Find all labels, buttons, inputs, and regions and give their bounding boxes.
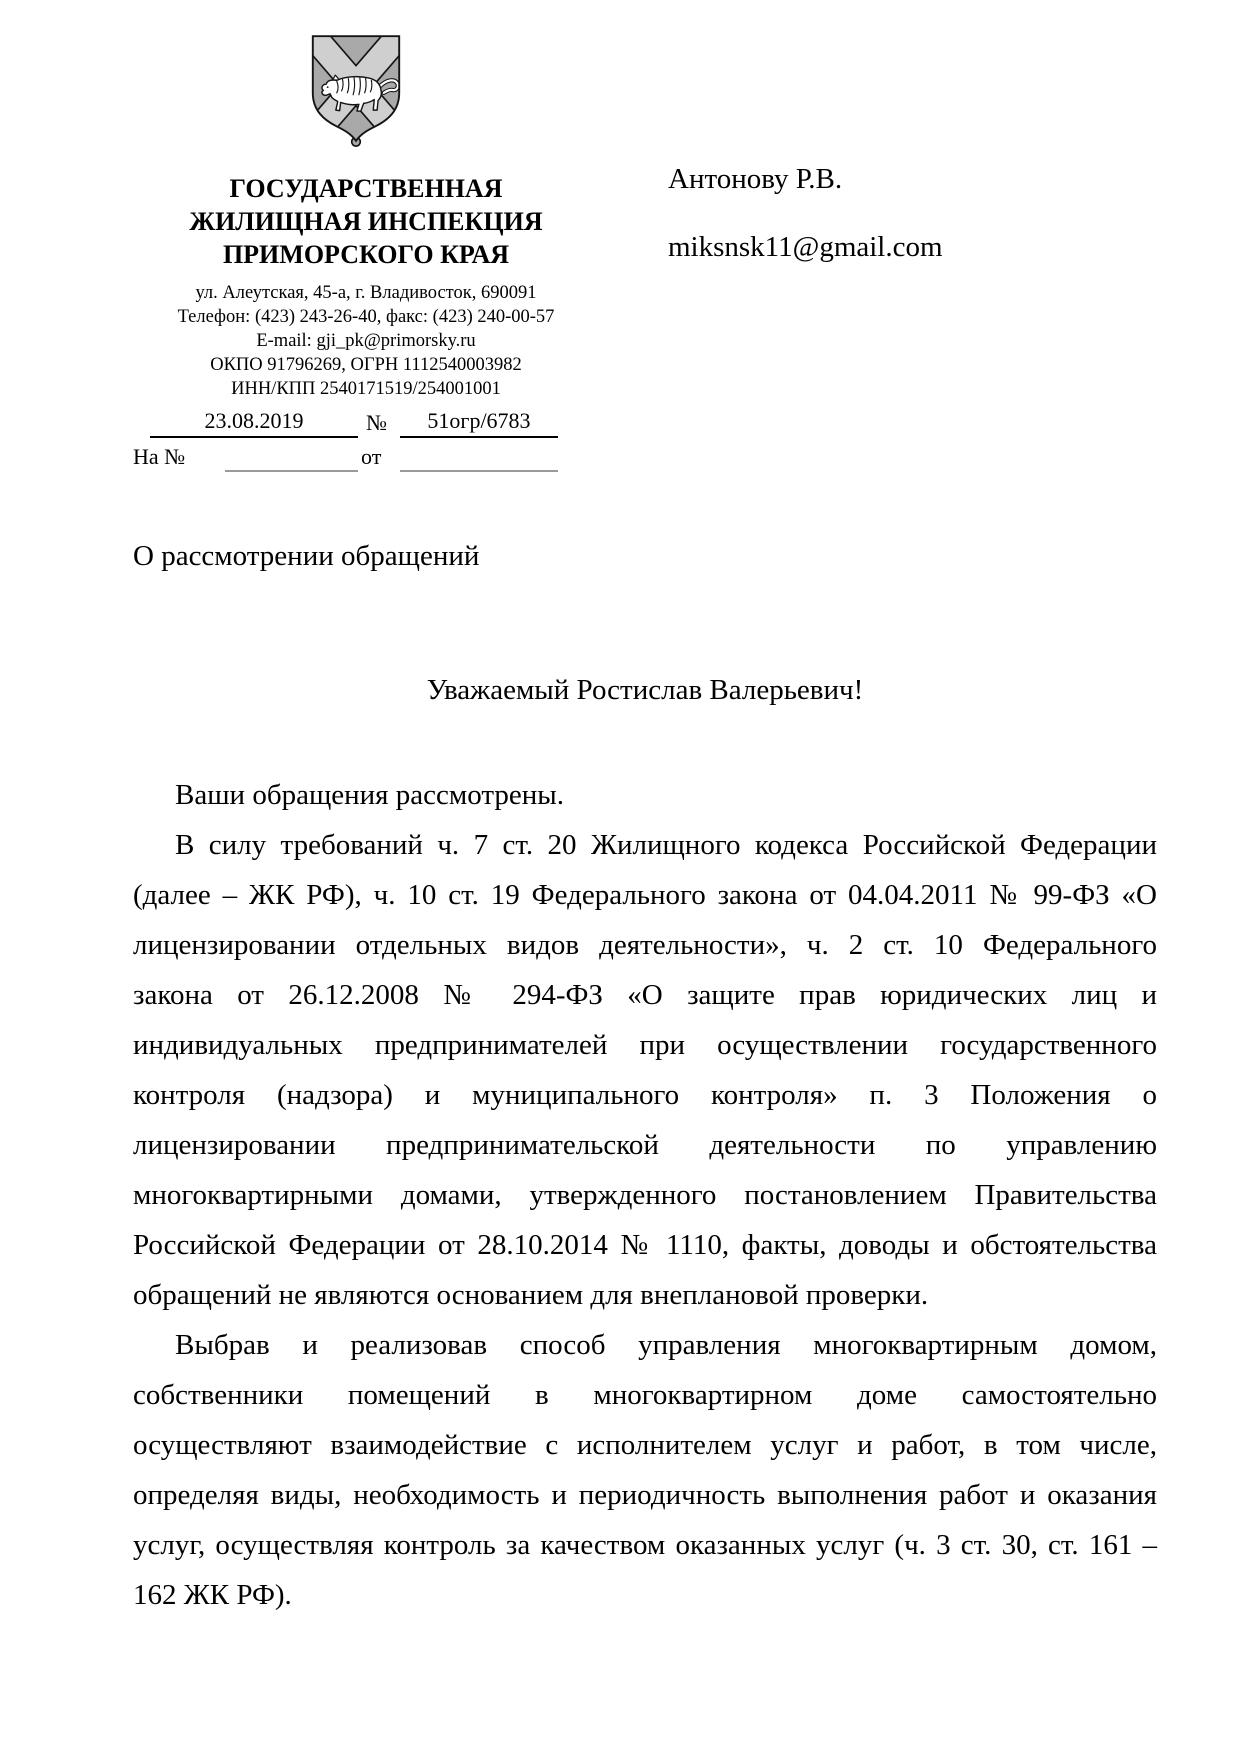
- addressee-email: miksnsk11@gmail.com: [668, 231, 943, 263]
- coat-of-arms-icon: [308, 30, 404, 148]
- ref-from-label: от: [361, 444, 382, 469]
- body-line: обращений не являются основанием для внеплановой проверки.: [133, 1279, 929, 1311]
- body-line: услуг, осуществляя контроль за качеством оказанных услуг (ч. 3 ст. 30, ст. 161 –: [133, 1529, 1157, 1561]
- body-line: осуществляют взаимодействие с исполнителем услуг и работ, в том числе,: [133, 1429, 1157, 1461]
- body-line: (далее – ЖК РФ), ч. 10 ст. 19 Федерального закона от 04.04.2011 № 99-ФЗ «О: [133, 879, 1157, 911]
- body-line: индивидуальных предпринимателей при осуществлении государственного: [133, 1029, 1157, 1061]
- org-address-line: E-mail: gji_pk@primorsky.ru: [256, 331, 476, 351]
- body-line: определяя виды, необходимость и периодичность выполнения работ и оказания: [133, 1479, 1157, 1511]
- body-line: Ваши обращения рассмотрены.: [175, 779, 565, 811]
- addressee-name: Антонову Р.В.: [668, 163, 843, 195]
- ref-number-blank-line: [225, 442, 358, 472]
- body-text: [133, 770, 1157, 1620]
- salutation: Уважаемый Ростислав Валерьевич!: [426, 674, 864, 706]
- letter-date: 23.08.2019: [150, 408, 358, 438]
- body-line: собственники помещений в многоквартирном доме самостоятельно: [133, 1379, 1157, 1411]
- org-name: [140, 172, 592, 271]
- body-line: закона от 26.12.2008 № 294-ФЗ «О защите прав юридических лиц и: [133, 979, 1157, 1011]
- org-name-line: ЖИЛИЩНАЯ ИНСПЕКЦИЯ: [189, 207, 543, 236]
- org-address: [120, 281, 612, 401]
- body-line: многоквартирными домами, утвержденного постановлением Правительства: [133, 1179, 1157, 1211]
- subject-line: О рассмотрении обращений: [133, 540, 480, 572]
- number-sign: №: [366, 410, 387, 435]
- ref-date-blank-line: [400, 442, 558, 472]
- letter-number: 51огр/6783: [400, 408, 558, 438]
- org-address-line: ОКПО 91796269, ОГРН 1112540003982: [210, 355, 522, 375]
- body-line: Российской Федерации от 28.10.2014 № 1110, факты, доводы и обстоятельства: [133, 1229, 1157, 1261]
- body-line: В силу требований ч. 7 ст. 20 Жилищного кодекса Российской Федерации: [175, 829, 1157, 861]
- org-name-line: ГОСУДАРСТВЕННАЯ: [229, 174, 503, 203]
- org-address-line: Телефон: (423) 243-26-40, факс: (423) 240-00-57: [177, 307, 555, 327]
- org-address-line: ИНН/КПП 2540171519/254001001: [231, 379, 501, 399]
- ref-number-label: На №: [133, 444, 186, 469]
- body-line: лицензировании отдельных видов деятельности», ч. 2 ст. 10 Федерального: [133, 929, 1157, 961]
- body-line: Выбрав и реализовав способ управления многоквартирным домом,: [175, 1329, 1157, 1361]
- org-name-line: ПРИМОРСКОГО КРАЯ: [222, 240, 510, 269]
- body-line: контроля (надзора) и муниципального контроля» п. 3 Положения о: [133, 1079, 1157, 1111]
- body-line: лицензировании предпринимательской деятельности по управлению: [133, 1129, 1157, 1161]
- body-line: 162 ЖК РФ).: [133, 1579, 292, 1611]
- org-address-line: ул. Алеутская, 45-а, г. Владивосток, 690091: [195, 283, 537, 303]
